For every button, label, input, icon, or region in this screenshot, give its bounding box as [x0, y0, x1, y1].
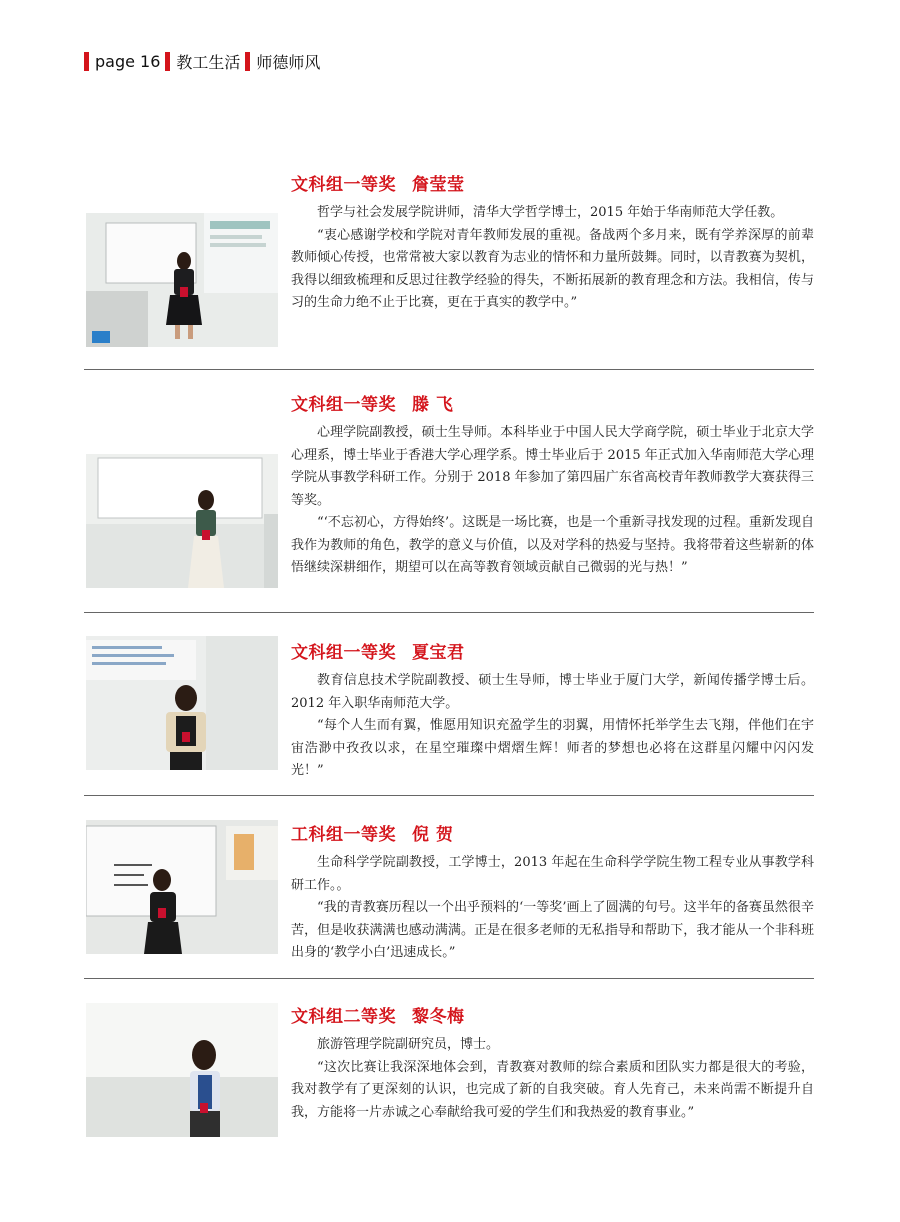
award-level: 文科组二等奖 — [291, 1007, 396, 1027]
entry-divider — [84, 795, 814, 796]
teacher-photo — [86, 636, 278, 770]
award-entry — [84, 388, 814, 598]
award-entry — [84, 1000, 814, 1150]
section-title: 教工生活 — [176, 52, 241, 72]
quote-paragraph: “这次比赛让我深深地体会到，青教赛对教师的综合素质和团队实力都是很大的考验，我对教学有了更深刻的认识，也完成了新的自我突破。育人先育己，未来尚需不断提升自我，方能将一片赤诚之心奉献给我可爱的学生们和我热爱的教育事业。” — [291, 1059, 814, 1120]
bio-paragraph: 旅游管理学院副研究员，博士。 — [317, 1037, 500, 1052]
bio-paragraph: 哲学与社会发展学院讲师，清华大学哲学博士，2015 年始于华南师范大学任教。 — [317, 205, 784, 220]
award-level: 文科组一等奖 — [291, 395, 396, 415]
winner-name: 倪 贺 — [412, 825, 454, 845]
award-level: 文科组一等奖 — [291, 643, 396, 663]
award-title — [291, 170, 465, 195]
winner-name: 滕 飞 — [412, 395, 454, 415]
entry-text — [291, 670, 814, 783]
bio-paragraph: 生命科学学院副教授，工学博士，2013 年起在生命科学学院生物工程专业从事教学科研工作。。 — [291, 855, 814, 893]
teacher-photo — [86, 213, 278, 347]
award-title — [291, 390, 453, 415]
winner-name: 夏宝君 — [412, 643, 465, 663]
quote-paragraph: “每个人生而有翼，惟愿用知识充盈学生的羽翼，用情怀托举学生去飞翔，伴他们在宇宙浩渺中孜孜以求，在星空璀璨中熠熠生辉！师者的梦想也必将在这群星闪耀中闪闪发光！” — [291, 718, 814, 778]
header-bar — [165, 52, 170, 71]
winner-name: 黎冬梅 — [412, 1007, 465, 1027]
award-entry — [84, 636, 814, 786]
winner-name: 詹莹莹 — [412, 175, 465, 195]
award-title — [291, 820, 453, 845]
award-level: 文科组一等奖 — [291, 175, 396, 195]
award-title — [291, 638, 465, 663]
teacher-photo — [86, 1003, 278, 1137]
teacher-photo — [86, 820, 278, 954]
entry-text — [291, 422, 814, 580]
entry-divider — [84, 978, 814, 979]
subsection-title: 师德师风 — [256, 52, 321, 72]
entry-text — [291, 202, 814, 315]
quote-paragraph: “‘不忘初心，方得始终’。这既是一场比赛，也是一个重新寻找发现的过程。重新发现自我作为教师的角色，教学的意义与价值，以及对学科的热爱与坚持。我将带着这些崭新的体悟继续深耕细作，期望可以在高等教育领域贡献自己微弱的光与热！” — [291, 515, 814, 575]
award-level: 工科组一等奖 — [291, 825, 396, 845]
bio-paragraph: 心理学院副教授，硕士生导师。本科毕业于中国人民大学商学院，硕士毕业于北京大学心理系，博士毕业于香港大学心理学系。博士毕业后于 2015 年正式加入华南师范大学心理学院从事教学科研工作。分别于 2018 年参加了第四届广东省高校青年教师教学大赛获得三等奖。 — [291, 425, 814, 508]
award-entry — [84, 168, 814, 358]
page-header — [84, 50, 325, 72]
teacher-photo — [86, 454, 278, 588]
entry-divider — [84, 612, 814, 613]
quote-paragraph: “衷心感谢学校和学院对青年教师发展的重视。备战两个多月来，既有学养深厚的前辈教师倾心传授，也常常被大家以教育为志业的情怀和力量所鼓舞。同时，以青教赛为契机，我得以细致梳理和反思过往教学经验的得失，不断拓展新的教育理念和方法。我相信，传与习的生命力绝不止于比赛，更在于真实的教学中。” — [291, 227, 814, 310]
header-bar — [84, 52, 89, 71]
page-number: page 16 — [95, 51, 161, 71]
award-title — [291, 1002, 465, 1027]
entry-divider — [84, 369, 814, 370]
bio-paragraph: 教育信息技术学院副教授、硕士生导师，博士毕业于厦门大学，新闻传播学博士后。2012 年入职华南师范大学。 — [291, 673, 814, 711]
award-entry — [84, 818, 814, 968]
entry-text — [291, 1034, 814, 1124]
header-bar — [245, 52, 250, 71]
entry-text — [291, 852, 814, 965]
quote-paragraph: “我的青教赛历程以一个出乎预料的‘一等奖’画上了圆满的句号。这半年的备赛虽然很辛苦，但是收获满满也感动满满。正是在很多老师的无私指导和帮助下，我才能从一个非科班出身的‘教学小白’迅速成长。” — [291, 900, 814, 960]
